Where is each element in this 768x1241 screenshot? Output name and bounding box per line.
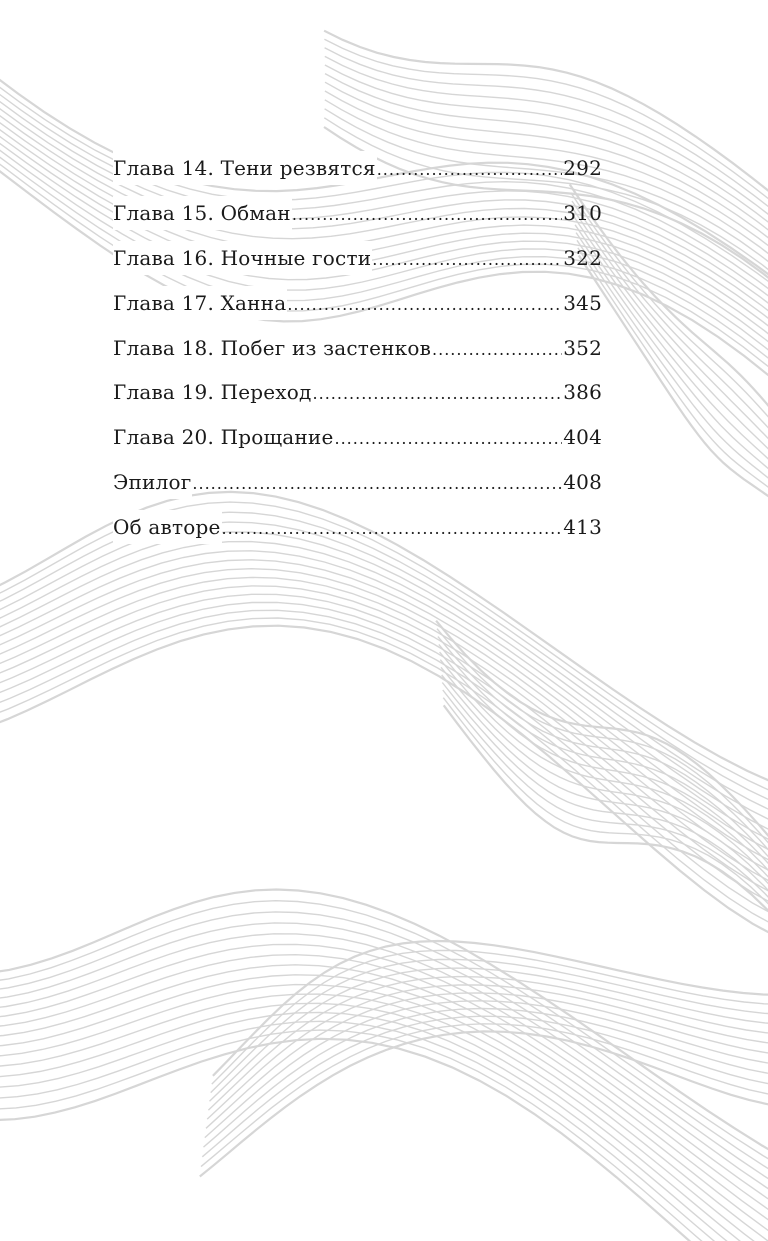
toc-entry-chapter-19[interactable] <box>113 375 602 420</box>
toc-entry-epilogue[interactable] <box>113 465 602 510</box>
wavy-line <box>577 240 768 748</box>
toc-entry-page-number: 310 <box>563 200 602 225</box>
toc-leader-dots <box>377 153 563 187</box>
wavy-line <box>0 994 768 1241</box>
toc-entry-page-number: 386 <box>563 380 602 405</box>
toc-entry-page-number: 408 <box>563 470 602 495</box>
wavy-line <box>0 985 768 1241</box>
toc-leader-dots <box>292 198 562 232</box>
toc-entry-about-author[interactable] <box>113 510 602 555</box>
toc-entry-title: Глава 15. Обман <box>113 196 292 230</box>
toc-entry-title: Глава 17. Ханна <box>113 286 287 320</box>
toc-entry-title: Глава 14. Тени резвятся <box>113 151 377 185</box>
wavy-line <box>0 1039 768 1241</box>
wavy-line <box>0 542 768 859</box>
toc-leader-dots <box>287 288 562 322</box>
toc-leader-dots <box>334 422 562 456</box>
toc-entry-title: Эпилог <box>113 465 192 499</box>
toc-entry-page-number: 352 <box>563 335 602 360</box>
toc-entry-chapter-18[interactable] <box>113 331 602 376</box>
wavy-line <box>0 560 768 879</box>
toc-entry-title: Глава 16. Ночные гости <box>113 241 372 275</box>
toc-entry-title: Об авторе <box>113 510 222 544</box>
toc-entry-page-number: 413 <box>563 515 602 540</box>
toc-entry-chapter-20[interactable] <box>113 420 602 465</box>
toc-entry-chapter-14[interactable] <box>113 151 602 196</box>
wavy-line <box>0 934 768 1241</box>
wavy-line <box>0 569 768 889</box>
toc-leader-dots <box>432 333 562 367</box>
toc-entry-page-number: 404 <box>563 425 602 450</box>
toc-entry-title: Глава 18. Побег из застенков <box>113 331 432 365</box>
toc-entry-chapter-15[interactable] <box>113 196 602 241</box>
toc-entry-page-number: 292 <box>563 156 602 180</box>
toc-leader-dots <box>192 467 562 501</box>
toc-entry-chapter-17[interactable] <box>113 286 602 331</box>
toc-leader-dots <box>313 377 563 411</box>
wavy-line <box>211 959 768 1092</box>
table-of-contents <box>113 151 602 555</box>
toc-leader-dots <box>372 243 562 277</box>
toc-entry-title: Глава 20. Прощание <box>113 420 334 454</box>
toc-entry-page-number: 322 <box>563 245 602 270</box>
wavy-line <box>0 1012 768 1241</box>
toc-entry-title: Глава 19. Переход <box>113 375 313 409</box>
toc-leader-dots <box>222 512 563 546</box>
toc-entry-chapter-16[interactable] <box>113 241 602 286</box>
wavy-line <box>578 248 768 758</box>
toc-entry-page-number: 345 <box>563 290 602 315</box>
